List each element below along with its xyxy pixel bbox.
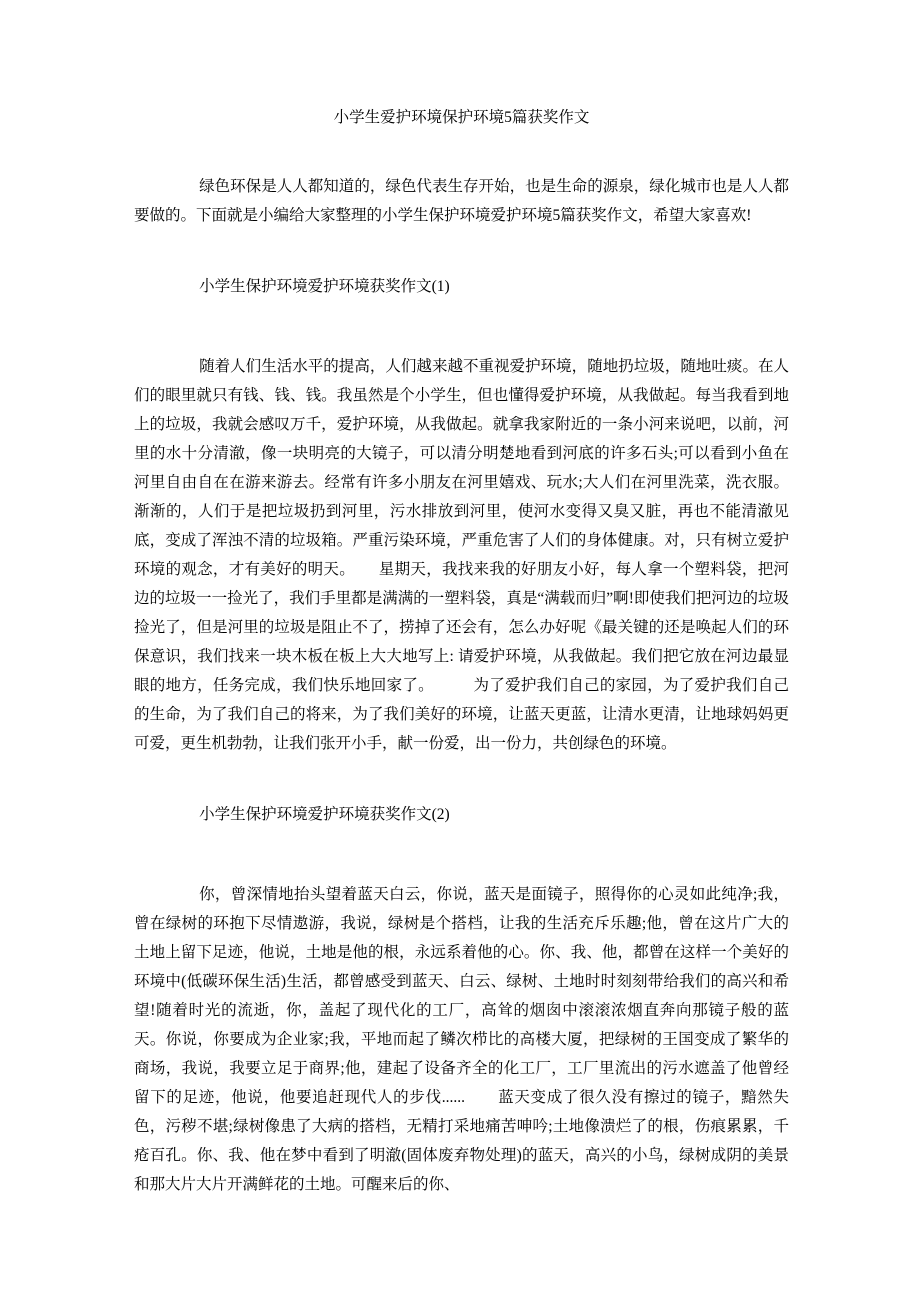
paragraph: 你，曾深情地抬头望着蓝天白云，你说，蓝天是面镜子，照得你的心灵如此纯净;我，曾在绿树的环抱下尽情遨游，我说，绿树是个搭档，让我的生活充斥乐趣;他，曾在这片广大的土地上留下足迹，他说，土地是他的根，永远系着他的心。你、我、他，都曾在这样一个美好的环境中(低碳环保生活)生活，都曾感受到蓝天、白云、绿树、土地时时刻刻带给我们的高兴和希望!随着时光的流逝，你，盖起了现代化的工厂，高耸的烟囱中滚滚浓烟直奔向那镜子般的蓝天。你说，你要成为企业家;我，平地而起了鳞次栉比的高楼大厦，把绿树的王国变成了繁华的商场，我说，我要立足于商界;他，建起了设备齐全的化工厂，工厂里流出的污水遮盖了他曾经留下的足迹，他说，他要追赶现代人的步伐...... 蓝天变成了很久没有擦过的镜子，黯然失色，污秽不堪;绿树像患了大病的搭档，无精打采地痛苦呻吟;土地像溃烂了的根，伤痕累累，千疮百孔。你、我、他在梦中看到了明澈(固体废弃物处理)的蓝天，高兴的小鸟，绿树成阴的美景和那大片大片开满鲜花的土地。可醒来后的你、 bbox=[134, 886, 789, 1193]
section-heading: 小学生保护环境爱护环境获奖作文(2) bbox=[199, 806, 450, 823]
paragraph: 绿色环保是人人都知道的，绿色代表生存开始，也是生命的源泉，绿化城市也是人人都要做的。下面就是小编给大家整理的小学生保护环境爱护环境5篇获奖作文，希望大家喜欢! bbox=[134, 178, 789, 224]
paragraph: 随着人们生活水平的提高，人们越来越不重视爱护环境，随地扔垃圾，随地吐痰。在人们的眼里就只有钱、钱、钱。我虽然是个小学生，但也懂得爱护环境，从我做起。每当我看到地上的垃圾，我就会感叹万千，爱护环境，从我做起。就拿我家附近的一条小河来说吧，以前，河里的水十分清澈，像一块明亮的大镜子，可以清分明楚地看到河底的许多石头;可以看到小鱼在河里自由自在在游来游去。经常有许多小朋友在河里嬉戏、玩水;大人们在河里洗菜，洗衣服。渐渐的，人们于是把垃圾扔到河里，污水排放到河里，使河水变得又臭又脏，再也不能清澈见底，变成了浑浊不清的垃圾箱。严重污染环境，严重危害了人们的身体健康。对，只有树立爱护环境的观念，才有美好的明天。 星期天，我找来我的好朋友小好，每人拿一个塑料袋，把河边的垃圾一一捡光了，我们手里都是满满的一塑料袋，真是“满载而归”啊!即使我们把河边的垃圾捡光了，但是河里的垃圾是阻止不了，捞掉了还会有，怎么办好呢《最关键的还是唤起人们的环保意识，我们找来一块木板在板上大大地写上: 请爱护环境，从我做起。我们把它放在河边最显眼的地方，任务完成，我们快乐地回家了。 为了爱护我们自己的家园，为了爱护我们自己的生命，为了我们自己的将来，为了我们美好的环境，让蓝天更蓝，让清水更清，让地球妈妈更可爱，更生机勃勃，让我们张开小手，献一份爱，出一份力，共创绿色的环境。 bbox=[134, 358, 789, 752]
section-heading: 小学生保护环境爱护环境获奖作文(1) bbox=[199, 278, 450, 295]
document-body bbox=[134, 172, 789, 1199]
document-title: 小学生爱护环境保护环境5篇获奖作文 bbox=[333, 109, 590, 126]
